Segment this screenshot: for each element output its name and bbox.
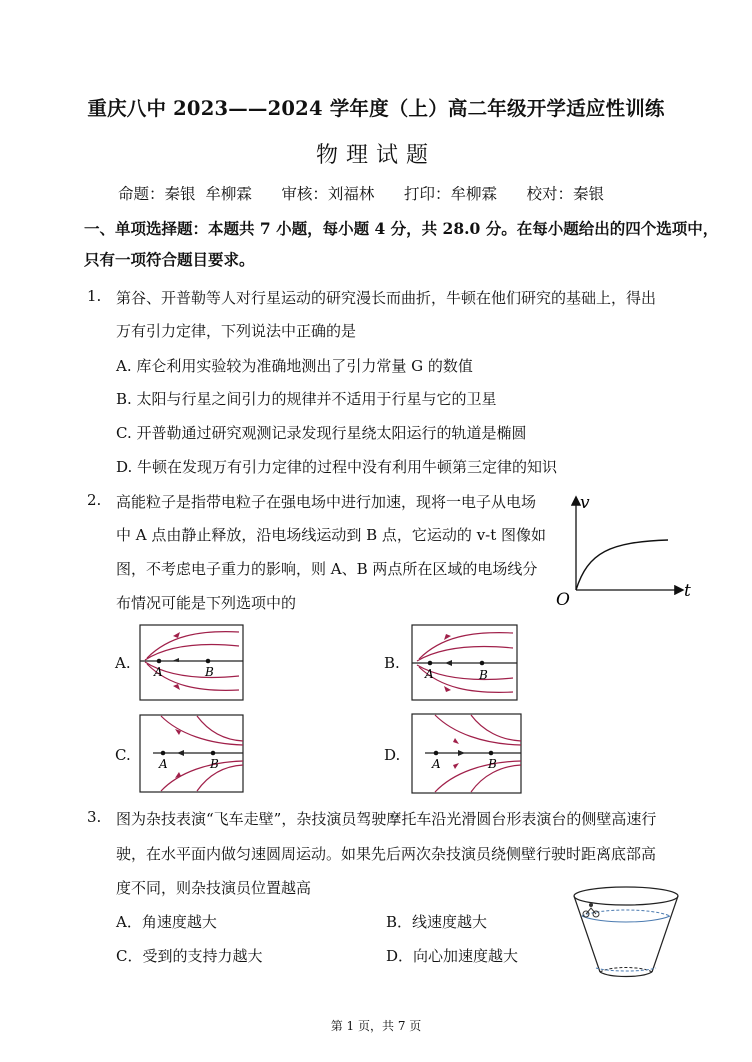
q2-c-point-a: A — [159, 757, 168, 771]
cone-track-illustration — [570, 882, 682, 982]
q2-b-point-a: A — [425, 667, 434, 681]
q3-option-a: A．角速度越大 — [116, 913, 217, 931]
q2-a-point-a: A — [154, 665, 163, 679]
v-axis-label: v — [580, 493, 590, 513]
vt-graph — [548, 490, 708, 610]
q2-option-d-label: D. — [384, 746, 401, 764]
q1-option-c: C. 开普勒通过研究观测记录发现行星绕太阳运行的轨道是椭圆 — [116, 424, 527, 442]
origin-label: O — [556, 590, 570, 610]
q2-a-point-b: B — [205, 665, 214, 679]
q3-stem-line3: 度不同，则杂技演员位置越高 — [116, 879, 312, 897]
q2-option-b-diagram — [411, 624, 519, 702]
credits-line: 命题：秦银 牟柳霖 审核：刘福林 打印：牟柳霖 校对：秦银 — [118, 185, 605, 203]
q3-stem-line2: 驶，在水平面内做匀速圆周运动。如果先后两次杂技演员绕侧壁行驶时距离底部高 — [116, 845, 657, 863]
q2-stem-line4: 布情况可能是下列选项中的 — [116, 594, 297, 612]
q1-stem-line2: 万有引力定律，下列说法中正确的是 — [116, 322, 357, 340]
vt-curve — [576, 540, 668, 590]
q1-stem-line1: 第谷、开普勒等人对行星运动的研究漫长而曲折，牛顿在他们研究的基础上，得出 — [116, 289, 657, 307]
page-title: 重庆八中 2023——2024 学年度（上）高二年级开学适应性训练 — [87, 97, 665, 120]
q2-number: 2. — [87, 491, 102, 509]
q2-d-point-b: B — [488, 757, 497, 771]
q2-c-point-b: B — [210, 757, 219, 771]
t-axis-label: t — [684, 581, 691, 601]
section-heading-line2: 只有一项符合题目要求。 — [84, 250, 255, 269]
q2-option-a-diagram — [139, 624, 245, 702]
q2-stem-line2: 中 A 点由静止释放，沿电场线运动到 B 点，它运动的 v-t 图像如 — [116, 526, 547, 544]
q3-number: 3. — [87, 808, 102, 826]
q2-option-a-label: A. — [115, 654, 131, 672]
page-footer: 第 1 页，共 7 页 — [330, 1019, 422, 1033]
q2-option-b-label: B. — [384, 654, 400, 672]
q2-option-d-diagram — [411, 713, 523, 795]
q1-number: 1. — [87, 287, 102, 305]
page-subtitle: 物理试题 — [315, 143, 436, 168]
q2-b-point-b: B — [479, 668, 488, 682]
q3-option-c: C．受到的支持力越大 — [116, 947, 263, 965]
q2-d-point-a: A — [432, 757, 441, 771]
q3-option-b: B．线速度越大 — [386, 913, 488, 931]
q1-option-b: B. 太阳与行星之间引力的规律并不适用于行星与它的卫星 — [116, 390, 497, 408]
q3-option-d: D．向心加速度越大 — [386, 947, 519, 965]
q2-option-c-diagram — [139, 714, 245, 794]
q2-stem-line3: 图，不考虑电子重力的影响，则 A、B 两点所在区域的电场线分 — [116, 560, 538, 578]
q3-stem-line1: 图为杂技表演“飞车走壁”，杂技演员驾驶摩托车沿光滑圆台形表演台的侧壁高速行 — [116, 810, 657, 828]
motorcycle-icon — [583, 903, 599, 917]
q2-option-c-label: C. — [115, 746, 131, 764]
section-heading-line1: 一、单项选择题：本题共 7 小题，每小题 4 分，共 28.0 分。在每小题给出的四个选项中， — [84, 219, 719, 238]
q1-option-d: D. 牛顿在发现万有引力定律的过程中没有利用牛顿第三定律的知识 — [116, 458, 558, 476]
q2-stem-line1: 高能粒子是指带电粒子在强电场中进行加速，现将一电子从电场 — [116, 493, 537, 511]
q1-option-a: A. 库仑利用实验较为准确地测出了引力常量 G 的数值 — [116, 357, 473, 375]
